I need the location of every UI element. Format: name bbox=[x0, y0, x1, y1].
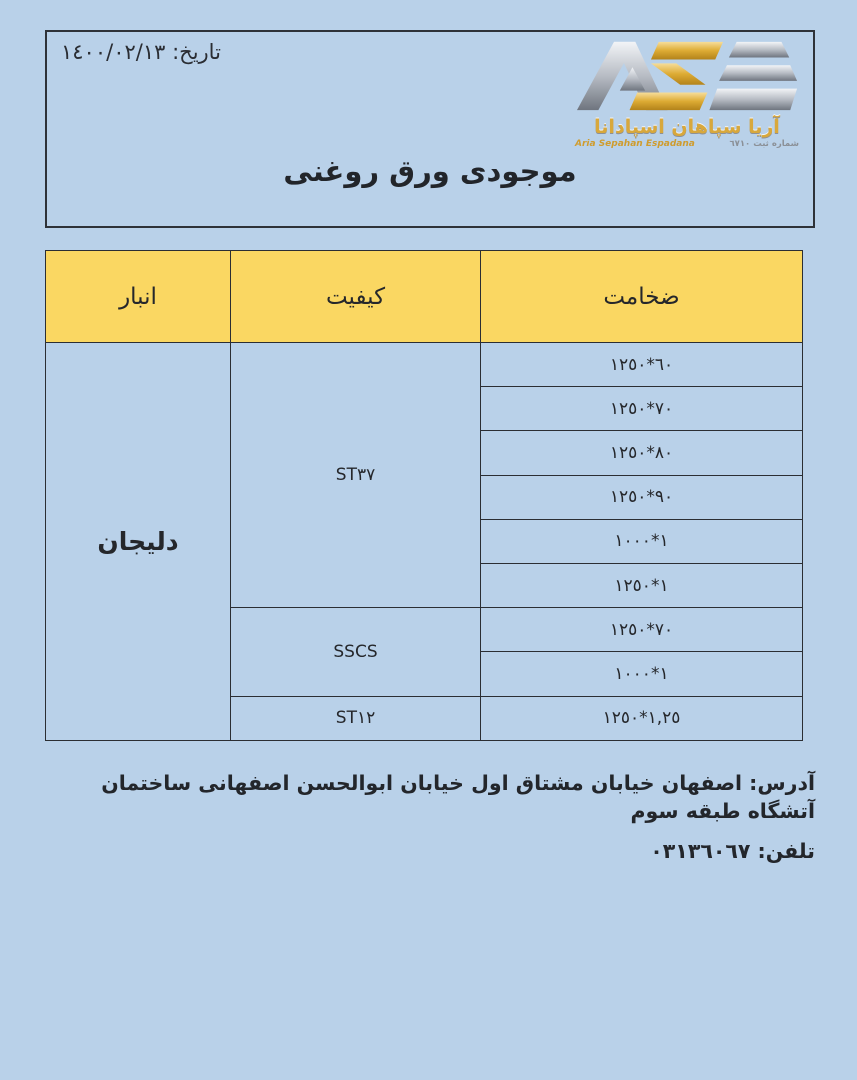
thickness-cell: ١*١٠٠٠ bbox=[481, 652, 803, 696]
phone-line: تلفن: ٠٣١٣٦٠٦٧ bbox=[650, 839, 815, 864]
logo-company-name-fa: آریا سپاهان اسپادانا bbox=[594, 116, 780, 138]
thickness-cell: ١,٢٥*١٢٥٠ bbox=[481, 696, 803, 740]
inventory-table bbox=[45, 250, 803, 741]
table-row bbox=[46, 343, 803, 387]
company-logo bbox=[573, 34, 801, 149]
quality-cell-st12: ST١٢ bbox=[231, 696, 481, 740]
logo-company-name-en: Aria Sepahan Espadana bbox=[575, 138, 695, 149]
thickness-cell: ١*١٢٥٠ bbox=[481, 563, 803, 607]
address-line: آدرس: اصفهان خیابان مشتاق اول خیابان ابوالحسن اصفهانی ساختمان آتشگاه طبقه سوم bbox=[101, 771, 815, 823]
footer bbox=[40, 770, 815, 863]
column-header-thickness: ضخامت bbox=[481, 251, 803, 343]
thickness-cell: ٧٠*١٢٥٠ bbox=[481, 608, 803, 652]
thickness-cell: ٨٠*١٢٥٠ bbox=[481, 431, 803, 475]
ase-logo-icon bbox=[575, 34, 799, 118]
logo-registration-number: شماره ثبت ٦٧١٠ bbox=[729, 138, 799, 149]
column-header-warehouse: انبار bbox=[46, 251, 231, 343]
thickness-cell: ٩٠*١٢٥٠ bbox=[481, 475, 803, 519]
quality-cell-sscs: SSCS bbox=[231, 608, 481, 696]
column-header-quality: کیفیت bbox=[231, 251, 481, 343]
logo-subline bbox=[573, 139, 801, 149]
thickness-cell: ٦٠*١٢٥٠ bbox=[481, 343, 803, 387]
table-header-row bbox=[46, 251, 803, 343]
date-line: تاريخ: ١٤٠٠/٠٢/١٣ bbox=[61, 40, 221, 64]
thickness-cell: ١*١٠٠٠ bbox=[481, 519, 803, 563]
header-box bbox=[45, 30, 815, 228]
page-title: موجودی ورق روغنی bbox=[283, 154, 577, 188]
thickness-cell: ٧٠*١٢٥٠ bbox=[481, 387, 803, 431]
warehouse-cell: دلیجان bbox=[46, 343, 231, 741]
quality-cell-st37: ST٣٧ bbox=[231, 343, 481, 608]
